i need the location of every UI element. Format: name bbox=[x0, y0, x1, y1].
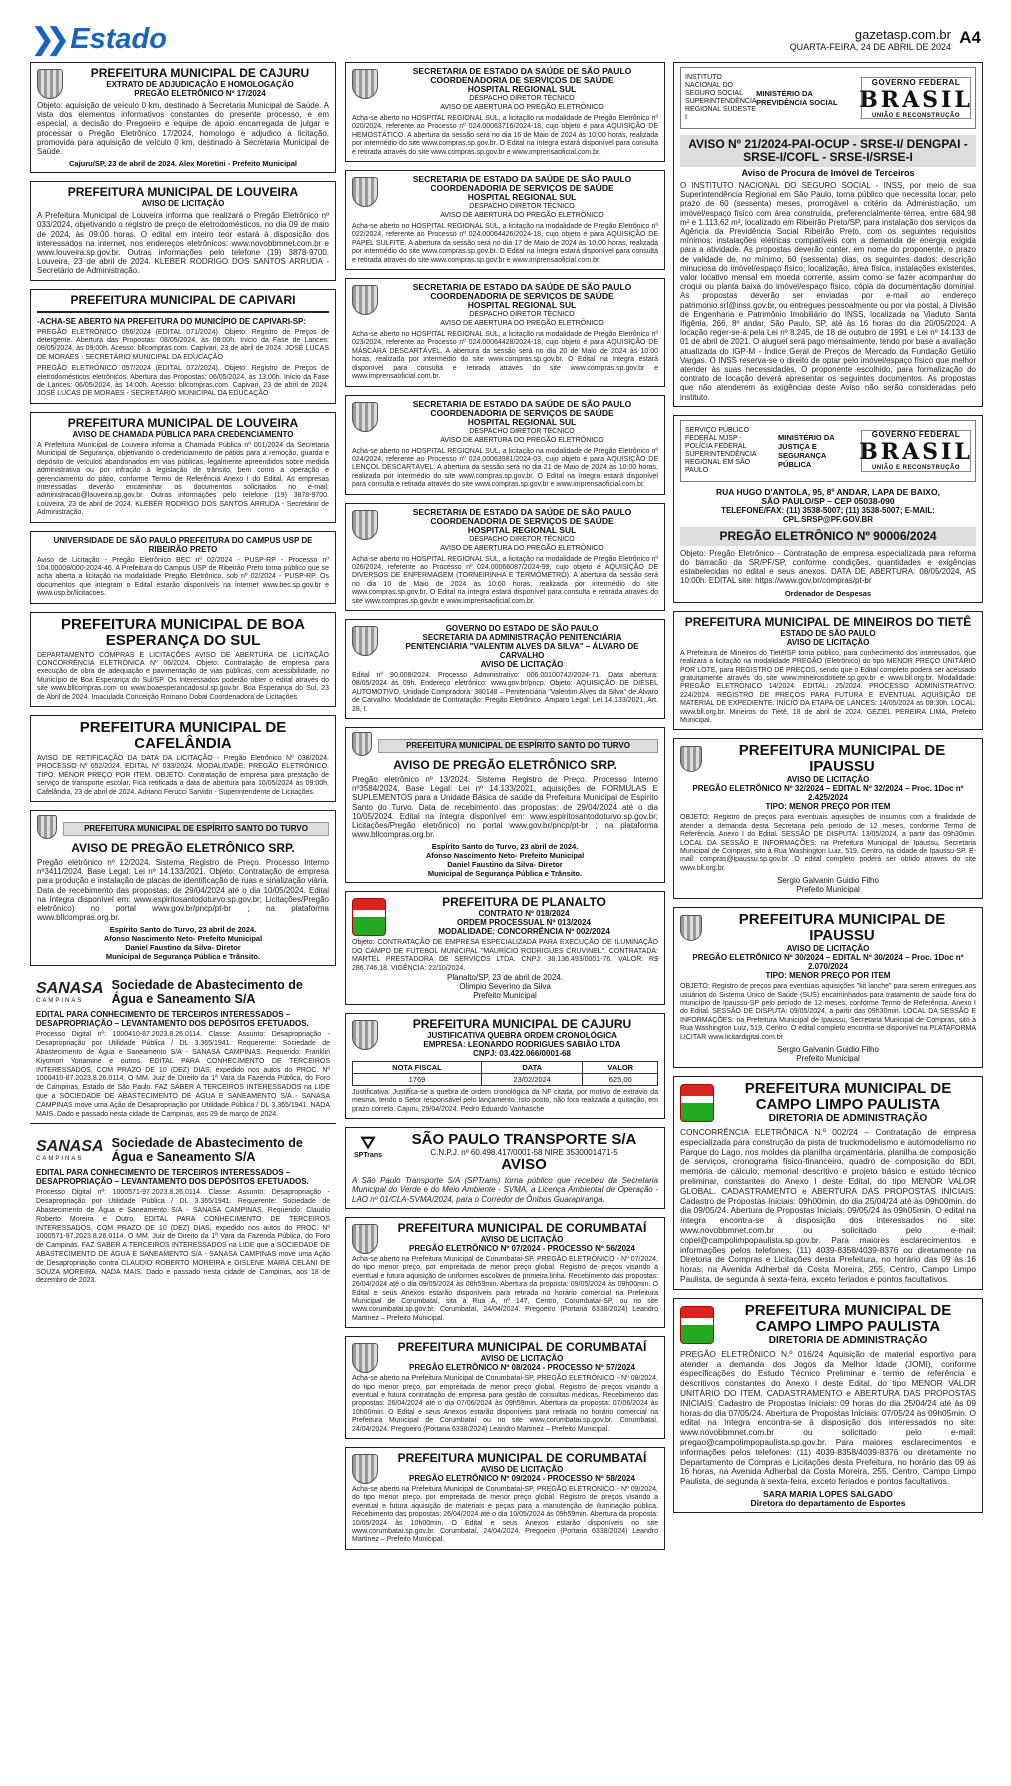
notice-body: Justificativa: Justifica-se a quebra de ordem cronológica da NF citada, por motivo de extravio da mesma, tendo o Setor responsável pelo lançamento. Isto posto, não fora realizada a quitação, em prazo correto. Cajuru, 29/04/2024. Pedro Eduardo Vanhasche bbox=[352, 1089, 658, 1113]
coat-of-arms-icon bbox=[352, 285, 378, 315]
notice-subtitle: DESPACHO DIRETOR TÉCNICO bbox=[469, 535, 575, 543]
coat-of-arms-icon bbox=[352, 402, 378, 432]
notice-heading: AVISO DE PREGÃO ELETRÔNICO SRP. bbox=[71, 841, 295, 856]
notice-title: PREFEITURA MUNICIPAL DE CAFELÂNDIA bbox=[79, 719, 287, 753]
notice-title: PREFEITURA MUNICIPAL DE ESPÍRITO SANTO DO TURVO bbox=[378, 739, 658, 753]
notice-subtitle: EXTRATO DE ADJUDICAÇÃO E HOMOLOGAÇÃO bbox=[106, 80, 294, 89]
notice-body: Acha-se aberto no HOSPITAL REGIONAL SUL, a licitação na modalidade de Pregão Eletrônico nº 023/2024, referente ao Processo nº 024.00064428/2024-18, cujo objeto é para AQUISIÇÃO DE MÁSCARA DESCARTÁVEL. A abertura da sessão será no dia 20 de Maio de 2024 às 10:00 horas, realizada por intermédio do site www.compras.sp.gov.br. O Edital na íntegra estará disponível para consulta e retirada através do site www.compras.sp.gov.br e www.imprensaoficial.com.br. bbox=[352, 331, 658, 381]
brasil-logo: GOVERNO FEDERAL BRASIL UNIÃO E RECONSTRUÇÃO bbox=[859, 430, 973, 472]
coat-of-arms-icon bbox=[352, 1020, 378, 1050]
notice-signature: Espírito Santo do Turvo, 23 abril de 2024. bbox=[431, 842, 579, 852]
notice-title: PREFEITURA MUNICIPAL DE MINEIROS DO TIETÊ bbox=[684, 614, 972, 629]
notice-saude-hospital bbox=[345, 170, 665, 270]
column-middle bbox=[345, 62, 665, 1558]
newspaper-logo[interactable] bbox=[30, 22, 167, 57]
notice-title: PREFEITURA MUNICIPAL DE LOUVEIRA bbox=[67, 415, 299, 430]
notice-louveira-2 bbox=[30, 412, 336, 523]
notice-subtitle: MODALIDADE: CONCORRÊNCIA Nº 002/2024 bbox=[438, 927, 610, 937]
notice-title: SÃO PAULO TRANSPORTE S/A bbox=[411, 1131, 637, 1149]
notice-title: SECRETARIA DE ESTADO DA SAÚDE DE SÃO PAULO bbox=[412, 282, 632, 293]
notice-subtitle: ORDEM PROCESSUAL Nº 013/2024 bbox=[457, 918, 591, 928]
table-cell: 23/02/2024 bbox=[481, 1074, 583, 1086]
notice-subtitle: PREGÃO ELETRÔNICO Nº 17/2024 bbox=[134, 89, 266, 98]
notice-body: Objeto: aquisição de veículo 0 km, destinado à Secretaria Municipal de Saúde. A vista dos elementos informativos constantes do presente processo, e em especial, a decisão do Pregoeiro e equipe de apoio encarregada de julgar e processar o Pregão Eletrônico 17/2024, homologo e adjudico a licitação, promovida para aquisição de veículo 0 km, destinado à Secretaria Municipal de Saúde. bbox=[37, 101, 329, 157]
coat-of-arms-icon bbox=[680, 1306, 714, 1344]
notice-body: Acha-se aberto no HOSPITAL REGIONAL SUL, a licitação na modalidade de Pregão Eletrônico nº 026/2024, referente ao Processo nº 024.00066087/2024-99, cujo objeto é AQUISIÇÃO DE DIVERSOS DE ENFERMAGEM (TORNEIRINHA E TERMÔMETRO). A abertura da sessão será no dia 10 de Maio de 2024 às 10:00 horas, realizada por intermédio do site www.compras.sp.gov.br. O Edital na íntegra estará disponível para consulta e retirada através do site www.compras.sp.gov.br e www.imprensaoficial.com.br. bbox=[352, 555, 658, 605]
notice-body: PREGÃO ELETRÔNICO 056/2024 (EDITAL 071/2024). Objeto: Registro de Preços de detergente. Abertura das Propostas: 08/05/2024, às 08:00h. Início da Fase de Lances: 08/05/2024, às 09:00h. Acesso: bllcompras.com. Capivari, 23 de abril de 2024. JOSÉ LUCAS DE MORAES - SECRETÁRIO MUNICIPAL DA EDUCAÇÃO bbox=[37, 328, 329, 361]
page-header bbox=[0, 0, 1011, 58]
notice-signature: Daniel Faustino da Silva- Diretor bbox=[447, 860, 563, 870]
notice-subtitle: AVISO DE ABERTURA DO PREGÃO ELETRÔNICO bbox=[440, 320, 604, 328]
notice-body: Objeto: Pregão Eletrônico - Contratação de empresa especializada para reforma do barracão da SR/PF/SP, conforme condições, quantidades e exigências estabelecidas no edital e seus anexos. DATA DE ABERTURA: 08/05/2024, AS 10:00h. EDITAL site: https://www.gov.br/compras/pt-br bbox=[680, 548, 976, 586]
notice-body: O INSTITUTO NACIONAL DO SEGURO SOCIAL - INSS, por meio de sua Superintendência Regional em São Paulo, torna público que necessita locar, pelo prazo de 60 (sessenta) meses, prorrogável a critério da Administração, um imóvel/espaço físico com área construída, preferencialmente térrea, entre 684,98 m² e 1.113,62 m², localizado em Ribeirão Preto/SP, para instalação dos serviços da Agência da Previdência Social Ribeirão Preto, com os seguintes requisitos mínimos: instalações elétricas compatíveis com a demanda de energia exigida para a atividade. As propostas deverão conter, em nome do proponente, o prazo de validade de, no mínimo, 60 (sessenta) dias, os seguintes dados: descrição minuciosa do imóvel/espaço físico, localização, área física, instalações existentes, valor locativo mensal em moeda corrente, assim como se fazer acompanhar do croqui ou planta baixa do imóvel/espaço físico, cópia da documentação dominial. As propostas deverão ser enviadas por e-mail ao endereço patrimonio.srI@inss.gov.br, ou entregues pessoalmente ou por via postal, à Divisão de Engenharia e Patrimônio Imobiliário do INSS, localizada na Viaduto Santa Ifigênia, 266, 8º andar, São Paulo, SP, até às 16 horas do dia 20/05/2024. A locação reger-se-á pela Lei nº 8.245, de 18 de outubro de 1991 e Lei nº 14.133 de 01 de abril de 2021. O aluguel será pago mensalmente, tendo por base a avaliação atualizada do IGP-M - Índice Geral de Preços de Mercado da Fundação Getúlio Vargas. O INSS reserva-se o direito de optar pelo imóvel/espaço físico que melhor atender às suas necessidades. O proponente escolhido, para formalização do contrato de locação deverá apresentar os seguintes documentos. As propostas que não atenderem às exigências deste Aviso não serão consideradas pelo instituto. bbox=[680, 181, 976, 402]
notice-signature: Espírito Santo do Turvo, 23 abril de 2024. bbox=[109, 925, 257, 935]
notice-subtitle: DESPACHO DIRETOR TÉCNICO bbox=[469, 203, 575, 211]
notice-subtitle: AVISO DE LICITAÇÃO bbox=[786, 944, 870, 954]
notice-title: COORDENADORIA DE SERVIÇOS DE SAÚDE bbox=[430, 75, 614, 85]
notice-title: PREFEITURA MUNICIPAL DE LOUVEIRA bbox=[67, 185, 299, 200]
notice-title: PREGÃO ELETRÔNICO Nº 90006/2024 bbox=[680, 527, 976, 546]
notice-subtitle: AVISO DE ABERTURA DO PREGÃO ELETRÔNICO bbox=[440, 104, 604, 111]
notice-heading: EDITAL PARA CONHECIMENTO DE TERCEIROS INTERESSADOS – DESAPROPRIAÇÃO – LEVANTAMENTO DOS DEPÓSITOS EFETUADOS. bbox=[36, 1010, 309, 1029]
notice-subtitle: TIPO: MENOR PREÇO POR ITEM bbox=[765, 802, 891, 812]
notice-subtitle: ESTADO DE SÃO PAULO bbox=[780, 628, 876, 638]
notice-subtitle: AVISO DE LICITAÇÃO bbox=[480, 1234, 564, 1244]
notice-planalto bbox=[345, 891, 665, 1005]
notice-signature: Sergio Galvanin Guidio Filho bbox=[777, 1045, 879, 1055]
notice-title: PREFEITURA MUNICIPAL DE CAPIVARI bbox=[70, 292, 296, 307]
notice-subtitle: Aviso de Procura de Imóvel de Terceiros bbox=[741, 168, 915, 178]
notice-title: UNIVERSIDADE DE SÃO PAULO PREFEITURA DO CAMPUS USP DE RIBEIRÃO PRETO bbox=[53, 535, 313, 554]
notice-campo-limpo-1 bbox=[673, 1076, 983, 1290]
site-info bbox=[790, 28, 951, 54]
notice-title: COORDENADORIA DE SERVIÇOS DE SAÚDE bbox=[430, 407, 614, 418]
notice-title: COORDENADORIA DE SERVIÇOS DE SAÚDE bbox=[430, 515, 614, 526]
notice-title: PENITENCIÁRIA "VALENTIM ALVES DA SILVA" – ÁLVARO DE CARVALHO bbox=[405, 641, 639, 660]
notice-title: PREFEITURA MUNICIPAL DE CAJURU bbox=[412, 1017, 632, 1032]
ministry-name: MINISTÉRIO DA JUSTIÇA E SEGURANÇA PÚBLICA bbox=[778, 432, 835, 469]
notice-subtitle: JUSTIFICATIVA QUEBRA ORDEM CRONOLÓGICA bbox=[427, 1031, 617, 1041]
notice-signature: Prefeito Municipal bbox=[796, 1054, 860, 1064]
notice-sptrans bbox=[345, 1127, 665, 1209]
site-url[interactable]: gazetasp.com.br bbox=[854, 27, 951, 42]
notice-body: DEPARTAMENTO COMPRAS E LICITAÇÕES AVISO DE ABERTURA DE LICITAÇÃO CONCORRÊNCIA ELETRÔNICA Nº 06/2024. Objeto: Contratação de empresa para execução de obra de adequação e pavimentação de vias públicas, com acessibilidade, no Município de Boa Esperança do Sul/SP. Os interessados poderão obter o edital através do site www.bllcompras.com ou www.boaesperancadosul.sp.gov.br. Boa Esperança do Sul, 23 de Abril de 2024. Imaculada Conceição Romano Dobai Coordenadora de Licitações. bbox=[37, 651, 329, 701]
coat-of-arms-icon bbox=[352, 1224, 378, 1254]
notice-boa-esperanca bbox=[30, 612, 336, 707]
gov-header bbox=[680, 420, 976, 482]
notice-subtitle: PREGÃO ELETRÔNICO Nº 08/2024 - PROCESSO Nº 57/2024 bbox=[409, 1363, 635, 1373]
notice-subtitle: PREGÃO ELETRÔNICO Nº 30/2024 – EDITAL Nº 30/2024 – Proc. 1Doc nº 2.070/2024 bbox=[692, 953, 964, 972]
notice-body: Processo Digital nº: 1000571-97.2023.8.26.0114. Classe: Assunto: Desapropriação - Desapropriação por Utilidade Pública / DL 3.365/1941. Requerente: Sociedade de Abastecimento de Água e Saneamento S/A - SANASA CAMPINAS. Requerido: Claudio Roberto Moreira e Outro. EDITAL PARA CONHECIMENTO DE TERCEIROS INTERESSADOS, COM PRAZO DE 10 (DEZ) DIAS, expedido nos autos do PROC. Nº 1000571-97.2023.8.26.0114. O MM. Juiz de Direito da 1ª Vara da Fazenda Pública, do Foro de Campinas. FAZ SABER A TERCEIROS INTERESSADOS na LIDE que a SOCIEDADE DE ABASTECIMENTO DE ÁGUA E SANEAMENTO S/A - SANASA CAMPINAS move uma Ação de Desapropriação contra CLAUDIO ROBERTO MOREIRA e GISLENE MARIA CELANI DE SOUZA MOREIRA. NADA MAIS. Dado e passado nesta cidade de Campinas, aos 18 de dezembro de 2023. bbox=[36, 1189, 330, 1285]
notice-title: Sociedade de Abastecimento de Água e Saneamento S/A bbox=[111, 978, 303, 1007]
notice-title: PREFEITURA MUNICIPAL DE BOA ESPERANÇA DO SUL bbox=[61, 615, 305, 649]
sanasa-logo: SANASA CAMPINAS bbox=[36, 980, 104, 1005]
table-cell: 1769 bbox=[353, 1074, 482, 1086]
gov-header bbox=[680, 67, 976, 129]
notice-subtitle: AVISO DE CHAMADA PÚBLICA PARA CREDENCIAMENTO bbox=[72, 429, 294, 439]
notice-policia-federal bbox=[673, 415, 983, 603]
coat-of-arms-icon bbox=[680, 1084, 714, 1122]
brand-name: Estado bbox=[70, 23, 167, 55]
notice-body: A São Paulo Transporte S/A (SPTrans) torna público que recebeu da Secretaria Municipal do Verde e do Meio Ambiente - SVMA, a Licença Ambiental de Operação - LAO nº 01/CLA-SVMA/2024, para o Corredor de Ônibus Guarapiranga. bbox=[352, 1176, 658, 1204]
coat-of-arms-icon bbox=[352, 1454, 378, 1484]
notice-title: PREFEITURA MUNICIPAL DE CAJURU bbox=[90, 66, 310, 80]
notice-signature: Sergio Galvanin Guidio Filho bbox=[777, 876, 879, 886]
notice-subtitle: AVISO DE LICITAÇÃO bbox=[480, 659, 564, 669]
notice-title: PREFEITURA MUNICIPAL DE ESPÍRITO SANTO DO TURVO bbox=[63, 822, 329, 836]
notice-usp bbox=[30, 531, 336, 604]
notice-heading: AVISO bbox=[501, 1156, 547, 1174]
notice-title: AVISO Nº 21/2024-PAI-OCUP - SRSE-I/ DENGPAI - SRSE-I/COFL - SRSE-I/SRSE-I bbox=[680, 135, 976, 167]
notice-title: COORDENADORIA DE SERVIÇOS DE SAÚDE bbox=[430, 183, 614, 194]
coat-of-arms-icon bbox=[37, 815, 57, 839]
ministry-name: MINISTÉRIO DA PREVIDÊNCIA SOCIAL bbox=[756, 89, 838, 107]
notice-title: PREFEITURA MUNICIPAL DE CORUMBATAÍ bbox=[397, 1450, 647, 1465]
notice-title: HOSPITAL REGIONAL SUL bbox=[467, 84, 577, 94]
notice-capivari bbox=[30, 289, 336, 404]
notice-body: A Prefeitura de Mineiros do Tietê/SP torna público, para conhecimento dos interessados, que realizará a licitação na modalidade PREGÃO (Eletrônico) do tipo MENOR PREÇO UNITÁRIO POR LOTE, para REGISTRO DE PREÇOS, sendo que o Edital completo poderá ser acessado gratuitamente através do site www.mineirosdotiete.sp.gov.br e www.bll.org.br. Modalidade: PREGÃO ELETRÔNICO 14/2024. EDITAL: 25/2024. PROCESSO ADMINISTRATIVO: 224/2024. REGISTRO DE PREÇOS PARA FUTURA E EVENTUAL AQUISIÇÃO DE MATERIAL DE EXPEDIENTE. INÍCIO DA ETAPA DE LANCES: 14/05/2024 às 08:30h. LOCAL: www.bll.org.br. Mineiros do Tietê, 18 de abril de 2024. GEZIEL PEREIRA LIMA, Prefeito Municipal. bbox=[680, 649, 976, 724]
notice-subtitle: DIRETORIA DE ADMINISTRAÇÃO bbox=[768, 1334, 928, 1346]
table-cell: 625,00 bbox=[583, 1074, 658, 1086]
notice-signature: Ordenador de Despesas bbox=[784, 588, 872, 598]
notice-title: HOSPITAL REGIONAL SUL bbox=[467, 300, 577, 311]
notice-saude-hospital bbox=[345, 62, 665, 162]
notice-signature: Cajuru/SP, 23 de abril de 2024. Alex Moretini - Prefeito Municipal bbox=[69, 159, 297, 169]
notice-campo-limpo-2 bbox=[673, 1298, 983, 1513]
notice-louveira-1 bbox=[30, 181, 336, 280]
issue-date: QUARTA-FEIRA, 24 DE ABRIL DE 2024 bbox=[789, 42, 951, 52]
notice-body: Acha-se aberto no HOSPITAL REGIONAL SUL, a licitação na modalidade de Pregão Eletrônico nº 022/2024, referente ao Processo nº 024.00064426/2024-18, cujo objeto é para AQUISIÇÃO DE PAPEL SULFITE. A abertura da sessão será no dia 17 de Maio de 2024 às 10:00 horas, realizada por intermédio do site www.compras.sp.gov.br. O Edital na íntegra estará disponível para consulta e retirada através do site www.compras.sp.gov.br e www.imprensaoficial.com.br. bbox=[352, 223, 658, 264]
notice-body: Acha-se aberto no HOSPITAL REGIONAL SUL, a licitação na modalidade de Pregão Eletrônico nº 020/2024, referente ao Processo nº 024.00063716/2024-18, cujo objeto é para AQUISIÇÃO DE HEMOSTÁTICO. A abertura da sessão será no dia 16 de Maio de 2024 às 10:00 horas, realizada por intermédio do site www.compras.sp.gov.br. O Edital na íntegra estará disponível para consulta e retirada através do site www.compras.sp.gov.br e www.imprensaoficial.com.br. bbox=[352, 115, 658, 156]
notice-saude-hospital bbox=[345, 278, 665, 386]
notice-subtitle: AVISO DE LICITAÇÃO bbox=[786, 775, 870, 785]
address-line: TELEFONE/FAX: (11) 3538-5007; (11) 3538-5007; E-MAIL: CPL.SRSP@PF.GOV.BR bbox=[721, 505, 935, 524]
notice-cajuru bbox=[30, 62, 336, 173]
notice-signature: Olimpio Severino da Silva bbox=[459, 982, 551, 992]
column-right bbox=[673, 62, 983, 1521]
notice-corumbatai bbox=[345, 1336, 665, 1439]
notice-signature: Municipal de Segurança Pública e Trânsito. bbox=[105, 952, 261, 962]
flag-icon bbox=[352, 898, 386, 936]
notice-cajuru-2 bbox=[345, 1013, 665, 1119]
coat-of-arms-icon bbox=[352, 177, 378, 207]
notice-signature: Planalto/SP, 23 de abril de 2024. bbox=[447, 973, 563, 983]
notice-body: Processo Digital nº: 1000410-87.2023.8.26.0114. Classe: Assunto: Desapropriação - Desapropriação por Utilidade Pública / DL 3.365/1941. Requerente: Sociedade de Abastecimento de Água e Saneamento S/A - SANASA CAMPINAS. Requerido: Franklin Kiyomori Yonamine e outros. EDITAL PARA CONHECIMENTO DE TERCEIROS INTERESSADOS, COM PRAZO DE 10 (DEZ) DIAS, expedido nos autos do PROC. Nº 1000410-87.2023.8.26.0114. O MM. Juiz de Direito da 1ª Vara da Fazenda Pública, do Foro de Campinas, Estado de São Paulo. FAZ SABER A TERCEIROS INTERESSADOS na LIDE que a SOCIEDADE DE ABASTECIMENTO DE ÁGUA E SANEAMENTO S/A - SANASA CAMPINAS move uma Ação de Desapropriação por Utilidade Pública / DL 3.365/1941. NADA MAIS. Dado e passado nesta cidade de Campinas, aos 29 de março de 2024. bbox=[36, 1031, 330, 1118]
sptrans-logo: ⛛ SPTrans bbox=[353, 1133, 382, 1160]
address-line: SÃO PAULO/SP – CEP 05038-090 bbox=[761, 495, 895, 506]
notice-subtitle: DESPACHO DIRETOR TÉCNICO bbox=[469, 95, 575, 102]
notice-title: PREFEITURA MUNICIPAL DE CORUMBATAÍ bbox=[397, 1340, 647, 1355]
notice-espirito-santo-2 bbox=[345, 727, 665, 883]
notice-signature: Afonso Nascimento Neto- Prefeito Municipal bbox=[425, 851, 585, 861]
notice-corumbatai bbox=[345, 1217, 665, 1328]
notice-title: PREFEITURA MUNICIPAL DE IPAUSSU bbox=[738, 911, 946, 945]
notice-subtitle: AVISO DE LICITAÇÃO bbox=[480, 1354, 564, 1364]
notice-signature: Prefeito Municipal bbox=[473, 991, 537, 1001]
notice-espirito-santo-1 bbox=[30, 810, 336, 966]
notice-mineiros bbox=[673, 611, 983, 731]
notice-body: OBJETO: Registro de preços para eventuais aquisições de insumos com a finalidade de atender a demanda desta Secretaria pelo período de 12 meses, conforme Termo de Referência, Anexo I do Edital. SESSÃO DE DISPUTA: 13/05/2024, a partir das 09h30min. LOCAL DA SESSÃO E INFORMAÇÕES: na Prefeitura Municipal de Ipaussu, Secretaria Municipal de Compras, sito à Rua Washington Luiz, 519, Centro, na cidade de Ipaussu-SP. E-mail: compras@ipaussu.sp.gov.br. O edital completo poderá ser obtido através do site www.bll.org.br. bbox=[680, 814, 976, 872]
notice-saude-hospital bbox=[345, 395, 665, 495]
chevron-logo-icon: ❯❯ bbox=[30, 22, 61, 57]
notice-saude-hospital bbox=[345, 503, 665, 611]
notice-inss bbox=[673, 62, 983, 407]
agency-name: SERVIÇO PÚBLICO FEDERAL MJSP - POLÍCIA FEDERAL SUPERINTENDÊNCIA REGIONAL EM SÃO PAULO bbox=[685, 426, 757, 474]
page-number: A4 bbox=[959, 28, 981, 47]
coat-of-arms-icon bbox=[352, 69, 378, 99]
notice-body: Edital nº 90.008/2024. Processo Administrativo: 006.00100742/2024-71. Data abertura: 08/05/2024 às 09h. Endereço eletrônico: www.gov.br/pncp. Objeto: AQUISIÇÃO DE DIESEL AUTOMOTIVO. Unidade Compradora: 380148 – Penitenciária "Valentim Alves da Silva" de Álvaro de Carvalho. Modalidade de Contratação: Pregão Eletrônico. Amparo Legal: Lei 14.133/2021, Art. 28, I. bbox=[352, 671, 658, 713]
table-header: VALOR bbox=[583, 1062, 658, 1074]
notice-heading: AVISO DE PREGÃO ELETRÔNICO SRP. bbox=[393, 758, 617, 772]
notice-subtitle: PREGÃO ELETRÔNICO Nº 07/2024 - PROCESSO Nº 56/2024 bbox=[409, 1243, 635, 1253]
column-left bbox=[30, 62, 336, 1298]
notice-title: GOVERNO DO ESTADO DE SÃO PAULO bbox=[445, 623, 599, 633]
notice-sanasa-1 bbox=[30, 974, 336, 1124]
notice-subtitle: AVISO DE LICITAÇÃO bbox=[786, 637, 870, 647]
notice-title: PREFEITURA MUNICIPAL DE CAMPO LIMPO PAULISTA bbox=[744, 1301, 952, 1335]
notice-title: HOSPITAL REGIONAL SUL bbox=[467, 416, 577, 427]
notice-body: PREGÃO ELETRÔNICO N.º 016/24 Aquisição de material esportivo para atender a demanda dos Jogos da Melhor Idade (JOMI), conforme especificações do Estudo Técnico Preliminar e termo de referência e descritivos constantes do Anexo I deste Edital, do tipo MENOR VALOR UNITÁRIO DO ITEM. CADASTRAMENTO e ABERTURA DAS PROPOSTAS INICIAIS: Cadastro de Propostas Iniciais: 09 horas do dia 25/04/24 até às 09 horas do dia 07/05/24. Abertura de Propostas Iniciais: 07/05/24 às 09h05min. O edital na íntegra encontra-se à disposição dos interessados no site: www.novobbmnet.com.br ou solicitado pelo e-mail: pregao@campolimpopaulista.sp.gov.br. Para maiores esclarecimentos e informações pelos telefones: (11) 4039-8358/4039-8376 ou diretamente no Departamento de Compras e Licitações desta Prefeitura, no horário das 09 às 16 horas, na Avenida Adherbal da Costa Moreira, 255, Centro, Campo Limpo Paulista, de segunda à sexta-feira, exceto feriados e pontos facultativos. bbox=[680, 1348, 976, 1487]
notice-body: Acha-se aberto na Prefeitura Municipal de Corumbataí-SP, PREGÃO ELETRÔNICO - Nº 07/2024, do tipo menor preço, por empreitada de menor preço global. Registro de preços visando a eventual e futura aquisição de uniformes escolares de primeira linha. Recebimento das propostas: 26/04/2024 até o dia 09/05/2024 às 08h59min. Abertura da proposta: 09/05/2024 às 09h00min. O Edital e seus Anexos estarão disponíveis para retirada no horário comercial na Prefeitura Municipal de Corumbataí, sita à Rua A, nº 147, Centro, Corumbataí-SP, ou no site www.corumbatai.sp.gov.br. Corumbataí, 24/04/2024. Pregoeiro (Portaria 6338/2024) Leandro Martinez – Prefeito Municipal. bbox=[352, 1255, 658, 1322]
notice-signature: Prefeito Municipal bbox=[796, 885, 860, 895]
notice-body: Acha-se aberto na Prefeitura Municipal de Corumbataí-SP, PREGÃO ELETRÔNICO - Nº 08/2024, do tipo menor preço, por empreitada de menor preço global. Registro de preços visando a eventual e futura contratação de empresa para gestão de consultas médicas. Recebimento das propostas: 26/04/2024 até o dia 07/06/2024 às 09h59min. Abertura da proposta: 07/06/2024 às 10h00min. O Edital e seus Anexos estarão disponíveis para retirada no horário comercial na Prefeitura Municipal de Corumbataí ou no site www.corumbatai.sp.gov.br. Corumbataí, 24/04/2024. Pregoeiro (Portaria 6338/2024) Leandro Martinez – Prefeito Municipal. bbox=[352, 1375, 658, 1433]
agency-name: INSTITUTO NACIONAL DO SEGURO SOCIAL SUPERINTENDÊNCIA REGIONAL SUDESTE I bbox=[685, 74, 757, 121]
notice-ipaussu-2 bbox=[673, 907, 983, 1068]
table-row bbox=[353, 1074, 658, 1086]
notice-subtitle: CNPJ: 03.422.066/0001-68 bbox=[473, 1049, 571, 1059]
coat-of-arms-icon bbox=[352, 1343, 378, 1373]
sanasa-logo: SANASA CAMPINAS bbox=[36, 1138, 104, 1163]
coat-of-arms-icon bbox=[680, 915, 702, 941]
notice-subtitle: -ACHA-SE ABERTO NA PREFEITURA DO MUNICÍPIO DE CAPIVARI-SP: bbox=[37, 316, 307, 326]
notice-ipaussu-1 bbox=[673, 738, 983, 899]
notice-corumbatai bbox=[345, 1447, 665, 1550]
coat-of-arms-icon bbox=[352, 510, 378, 540]
notice-title: PREFEITURA MUNICIPAL DE CORUMBATAÍ bbox=[397, 1220, 647, 1235]
brasil-logo: GOVERNO FEDERAL BRASIL UNIÃO E RECONSTRUÇÃO bbox=[859, 77, 973, 119]
invoice-table bbox=[352, 1061, 658, 1086]
notice-penitenciaria bbox=[345, 619, 665, 719]
notice-subtitle: TIPO: MENOR PREÇO POR ITEM bbox=[765, 971, 891, 981]
notice-title: PREFEITURA MUNICIPAL DE CAMPO LIMPO PAULISTA bbox=[744, 1080, 952, 1114]
notice-subtitle: AVISO DE ABERTURA DO PREGÃO ELETRÔNICO bbox=[440, 212, 604, 220]
notice-body: Aviso de Licitação - Pregão Eletrônico BEC nº 02/2024 - PUSP-RP - Processo nº 104.00009/000-2024-46. A Prefeitura do Campus USP de Ribeirão Preto torna público que se acha aberta a licitação na modalidade Pregão Eletrônico, sob nº 02/2024 - PUSP-RP. Os documentos que integram o Edital estarão disponíveis na internet www.bec.sp.gov.br e www.usp.br/licitacoes. bbox=[37, 556, 329, 598]
notice-cafelandia bbox=[30, 715, 336, 802]
table-header: DATA bbox=[481, 1062, 583, 1074]
notice-signature: SARA MARIA LOPES SALGADO bbox=[763, 1488, 893, 1499]
table-header: NOTA FISCAL bbox=[353, 1062, 482, 1074]
notice-signature: Afonso Nascimento Neto- Prefeito Municipal bbox=[103, 934, 263, 944]
notice-title: HOSPITAL REGIONAL SUL bbox=[467, 524, 577, 535]
notice-heading: EDITAL PARA CONHECIMENTO DE TERCEIROS INTERESSADOS – DESAPROPRIAÇÃO – LEVANTAMENTO DOS DEPÓSITOS EFETUADOS. bbox=[36, 1168, 309, 1187]
notice-body: AVISO DE RETIFICAÇÃO DA DATA DA LICITAÇÃO - Pregão Eletrônico Nº 038/2024. PROCESSO Nº 052/2024. EDITAL Nº 033/2024. MODALIDADE: PREGÃO ELETRÔNICO. TIPO: MENOR PREÇO POR ITEM. OBJETO: Contratação de empresa para prestação de serviço de transporte escolar. Fica retificada a data de abertura para 10/05/2024 às 09:00h. Cafelândia, 23 de abril de 2024. Adriano Ferucci Sarvido - Superintendente de Licitações. bbox=[37, 755, 329, 796]
notice-subtitle: AVISO DE ABERTURA DO PREGÃO ELETRÔNICO bbox=[440, 544, 604, 552]
notice-subtitle: CONTRATO Nº 018/2024 bbox=[478, 909, 570, 919]
notice-subtitle: PREGÃO ELETRÔNICO Nº 09/2024 - PROCESSO Nº 58/2024 bbox=[409, 1473, 635, 1483]
notice-body: Pregão eletrônico nº 12/2024. Sistema Registro de Preço. Processo Interno nº3411/2024. Base Legal: Lei nº 14.133/2021. Objeto: Contratação de empresa para produção e instalação de placas de identificação de ruas e sinalização viária. Data de recebimento das propostas: de 29/04/2024 até o dia 10/05/2024. Edital na íntegra disponível em: www.espiritosantodoturvo.sp.gov.br; Licitações/Pregão eletrônico) no portal www.gov.br/pncp/pt-br ; na plataforma www.bllcompras.org.br. bbox=[37, 858, 329, 923]
notice-title: COORDENADORIA DE SERVIÇOS DE SAÚDE bbox=[430, 291, 614, 302]
notice-title: Sociedade de Abastecimento de Água e Saneamento S/A bbox=[111, 1136, 303, 1165]
notice-body: Objeto: CONTRATAÇÃO DE EMPRESA ESPECIALIZADA PARA EXECUÇÃO DE ILUMINAÇÃO DO CAMPO DE FUTEBOL MUNICIPAL "MAURÍCIO RODRIGUES CRUVINEL". CONTRATADA: MARTEL PRESTADORA DE SERVIÇOS LTDA. CNPJ: 38.136.493/0001-76. VALOR: R$ 286.746,18. VIGÊNCIA: 22/10/2024. bbox=[352, 939, 658, 972]
notice-title: PREFEITURA DE PLANALTO bbox=[442, 895, 606, 910]
coat-of-arms-icon bbox=[352, 732, 372, 756]
notice-sanasa-2 bbox=[30, 1132, 336, 1290]
notice-title: SECRETARIA DE ESTADO DA SAÚDE DE SÃO PAULO bbox=[412, 506, 632, 517]
notice-body: A Prefeitura Municipal de Louveira informa a Chamada Pública nº 001/2024 da Secretaria Municipal de Segurança, objetivando o credenciamento de pátios para a remoção, guarda e depósito de veículos abandonados em vias públicas, legalmente apreendidos sobre medida administrativa ou por infração à legislação de trânsito, bem como a operação e gerenciamento do pátio, conforme Termo de Referência Anexo I do Edital. As empresas interessadas deverão encaminhar os documentos solicitados no e-mail: administracao@louveira.sp.gov.br. Outras informações pelo telefone (19) 3878-9700. Louveira, 23 de abril de 2024. KLEBER RODRIGO DOS SANTOS ARRUDA - Secretário de Administração. bbox=[37, 441, 329, 517]
notice-signature: Municipal de Segurança Pública e Trânsito. bbox=[427, 869, 583, 879]
notice-subtitle: PREGÃO ELETRÔNICO Nº 32/2024 – EDITAL Nº 32/2024 – Proc. 1Doc nº 2.425/2024 bbox=[692, 784, 964, 803]
notice-title: HOSPITAL REGIONAL SUL bbox=[467, 192, 577, 203]
notice-title: SECRETARIA DE ESTADO DA SAÚDE DE SÃO PAULO bbox=[412, 174, 632, 185]
notice-body: CONCORRÊNCIA ELETRÔNICA N.º 002/24 – Contratação de empresa especializada para construção da pista de truckmodelismo e automodelismo no Parque do Lago, nos moldes da planilha orçamentária, planilha de composição de serviços, cronograma físico-financeiro, quadro de composição do BDI, memória de cálculo, memorial descritivo e projeto básico e estudo técnico preliminar, constantes do Anexo I deste Edital, do tipo MENOR VALOR GLOBAL. CADASTRAMENTO e ABERTURA DAS PROPOSTAS INICIAIS: Cadastro de Propostas Iniciais: 09h00min. do dia 25/04/24 até às 09h00min. do dia 09/05/24. Abertura de Propostas Iniciais: 09/05/24 às 09h05min. O edital na íntegra encontra-se à disposição dos interessados no site: www.novobbmnet.com.br ou solicitado pelo e-mail: copel@campolimpopaulista.sp.gov.br. Para maiores esclarecimentos e informações pelos telefones: (11) 4039-8358/4039-8376 ou diretamente na Diretoria de Compras e Licitações desta Prefeitura, no horário das 09 às 16 horas, na Avenida Adherbal da Costa Moreira, 255, Centro, Campo Limpo Paulista, de segunda à sexta-feira, exceto feriados e pontos facultativos. bbox=[680, 1127, 976, 1284]
notice-body: OBJETO: Registro de preços para eventuais aquisições "kit lanche" para serem entregues aos usuários do Sistema Único de Saúde (SUS) encaminhados para tratamento de saúde fora do município de Ipaussu-SP pelo período de 12 meses, conforme Termo de Referência, Anexo I do Edital. SESSÃO DE DISPUTA: 09/05/2024, a partir das 09h30min. LOCAL DA SESSÃO E INFORMAÇÕES: na Prefeitura Municipal de Ipaussu, Secretaria Municipal de Compras, sito à Rua Washington Luiz, 519, Centro. O edital completo encontra-se disponível na PLATAFORMA LICITAR www.licitardigital.com.br bbox=[680, 983, 976, 1041]
notice-subtitle: AVISO DE LICITAÇÃO bbox=[480, 1464, 564, 1474]
notice-signature: Diretora do departamento de Esportes bbox=[750, 1497, 906, 1508]
notice-subtitle: DESPACHO DIRETOR TÉCNICO bbox=[469, 427, 575, 435]
notice-subtitle: AVISO DE LICITAÇÃO bbox=[141, 199, 225, 209]
notice-body: Acha-se aberto na Prefeitura Municipal de Corumbataí-SP, PREGÃO ELETRÔNICO - Nº 09/2024, do tipo menor preço, por empreitada de menor preço global. Registro de preços visando a eventual e futura aquisição de materiais e peças para a manutenção de iluminação pública. Recebimento das propostas: 26/04/2024 até o dia 10/05/2024 às 09h59min. Abertura da proposta: 10/05/2024 às 10h00min. O Edital e seus Anexos estarão disponíveis no site www.corumbatai.sp.gov.br. Corumbataí, 24/04/2024. Pregoeiro (Portaria 6338/2024) Leandro Martinez – Prefeito Municipal. bbox=[352, 1485, 658, 1544]
notice-subtitle: EMPRESA: LEONARDO RODRIGUES SABIÃO LTDA bbox=[423, 1040, 621, 1050]
notice-subtitle: DESPACHO DIRETOR TÉCNICO bbox=[469, 311, 575, 319]
notice-subtitle: DIRETORIA DE ADMINISTRAÇÃO bbox=[768, 1113, 928, 1125]
address-line: RUA HUGO D'ANTOLA, 95, 8º ANDAR, LAPA DE BAIXO, bbox=[716, 486, 940, 497]
notice-body: Pregão eletrônico nº 13/2024. Sistema Registro de Preço. Processo Interno nº3584/2024. Base Legal: Lei nº 14.133/2021, aquisições de FORMULAS E SUPLEMENTOS para a Unidade Básica de saúde da Prefeitura Municipal de Espírito Santo do Turvo. Data de recebimento das propostas: de 29/04/2024 até o dia 10/05/2024. Edital na íntegra disponível em: www.espiritosantodoturvo.sp.gov.br; Licitações/Pregão eletrônico) no portal www.gov.br/pncp/pt-br ; na plataforma www.bllcompras.org.br. bbox=[352, 775, 658, 840]
notice-body: Acha-se aberto no HOSPITAL REGIONAL SUL, a licitação na modalidade de Pregão Eletrônico nº 024/2024, referente ao Processo nº 024.00063981/2024-03, cujo objeto é para AQUISIÇÃO DE LENÇOL DESCARTÁVEL. A abertura da sessão será no dia 21 de Maio de 2024 às 10:00 horas, realizada por intermédio do site www.compras.sp.gov.br. O Edital na íntegra estará disponível para consulta e retirada através do site www.compras.sp.gov.br e www.imprensaoficial.com.br. bbox=[352, 447, 658, 489]
notice-title: PREFEITURA MUNICIPAL DE IPAUSSU bbox=[738, 742, 946, 776]
coat-of-arms-icon bbox=[352, 626, 378, 656]
notice-subtitle: C.N.P.J. nº 60.498.417/0001-58 NIRE 3530001471-5 bbox=[430, 1148, 618, 1158]
notice-body: PREGÃO ELETRÔNICO 057/2024 (EDITAL 072/2024). Objeto: Registro de Preços de eletrodomésticos eletrônicos. Abertura das Propostas: 06/05/2024, às 13:00h. Início da Fase de Lances: 06/05/2024, às 14:00h. Acesso: bllcompras.com. Capivari, 23 de abril de 2024. JOSÉ LUCAS DE MORAES - SECRETÁRIO MUNICIPAL DA EDUCAÇÃO bbox=[37, 365, 329, 398]
notice-title: SECRETARIA DA ADMINISTRAÇÃO PENITENCIÁRIA bbox=[422, 632, 622, 642]
coat-of-arms-icon bbox=[680, 746, 702, 772]
notice-signature: Daniel Faustino da Silva- Diretor bbox=[125, 943, 241, 953]
notice-body: A Prefeitura Municipal de Louveira informa que realizará o Pregão Eletrônico nº 033/2024, objetivando o registro de preço de eletrodomésticos, no dia 09 de maio de 2024, às 09:00 horas. O edital em inteiro teor estará à disposição dos interessados na internet, nos endereços eletrônicos: www.novobbmnet.com.br e www.louveira.sp.gov.br. Outras informações pelo telefone (19) 3878-9700. Louveira, 23 de abril de 2024. KLEBER RODRIGO DOS SANTOS ARRUDA - Secretário de Administração. bbox=[37, 211, 329, 276]
coat-of-arms-icon bbox=[37, 69, 63, 99]
notice-subtitle: AVISO DE ABERTURA DO PREGÃO ELETRÔNICO bbox=[440, 436, 604, 444]
notice-title: SECRETARIA DE ESTADO DA SAÚDE DE SÃO PAULO bbox=[412, 398, 632, 409]
notice-title: SECRETARIA DE ESTADO DA SAÚDE DE SÃO PAULO bbox=[412, 66, 632, 76]
